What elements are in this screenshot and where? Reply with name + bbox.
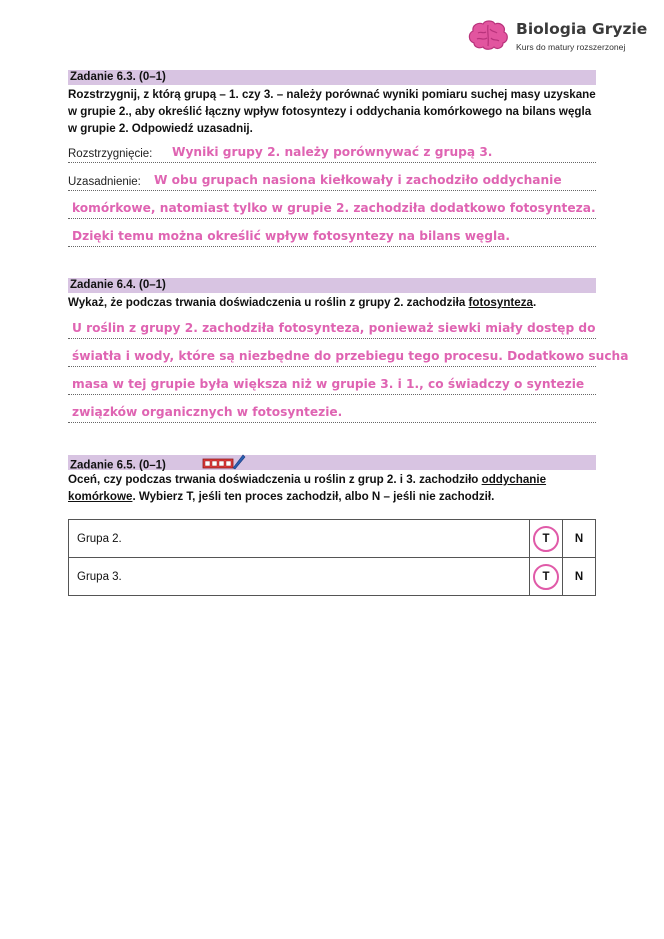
question-text: Wykaż, że podczas trwania doświadczenia u roślin z grupy 2. zachodziła <box>68 296 469 309</box>
question-text: Oceń, czy podczas trwania doświadczenia u roślin z grup 2. i 3. zachodziło <box>68 473 482 486</box>
table-row <box>69 558 596 596</box>
answer-line <box>68 344 629 367</box>
handwritten-answer: Dzięki temu można określić wpływ fotosyntezy na bilans węgla. <box>72 229 511 243</box>
selected-option-circle: T <box>533 564 559 590</box>
task-question <box>68 294 596 311</box>
answer-line <box>68 168 596 191</box>
option-true[interactable] <box>530 558 563 596</box>
answer-line <box>68 140 596 163</box>
true-false-table <box>68 519 596 596</box>
handwritten-answer: W obu grupach nasiona kiełkowały i zachodziło oddychanie <box>154 173 562 187</box>
task-6-3 <box>68 70 596 137</box>
option-true[interactable] <box>530 520 563 558</box>
handwritten-answer: światła i wody, które są niezbędne do przebiegu tego procesu. Dodatkowo sucha <box>72 349 629 363</box>
question-text: . Wybierz T, jeśli ten proces zachodził, albo N – jeśli nie zachodził. <box>132 490 495 503</box>
decision-label: Rozstrzygnięcie: <box>68 148 153 160</box>
brain-icon <box>466 19 510 53</box>
option-false[interactable]: N <box>563 520 596 558</box>
task-6-5 <box>68 455 596 505</box>
answer-line <box>68 316 596 339</box>
question-text: . <box>532 296 537 309</box>
handwritten-answer: masa w tej grupie była większa niż w grupie 3. i 1., co świadczy o syntezie <box>72 377 585 391</box>
question-keyword: oddychanie komórkowe <box>68 473 547 503</box>
pencil-checkbox-icon <box>202 454 246 475</box>
answer-line <box>68 224 596 247</box>
task-6-4-answer-area <box>68 316 629 428</box>
table-row <box>69 520 596 558</box>
handwritten-answer: komórkowe, natomiast tylko w grupie 2. zachodziła dodatkowo fotosynteza. <box>72 201 596 215</box>
task-header: Zadanie 6.3. (0–1) <box>68 70 596 85</box>
brand-title: Biologia Gryzie <box>516 20 648 38</box>
task-header-text: Zadanie 6.5. (0–1) <box>70 459 166 472</box>
brand-subtitle: Kurs do matury rozszerzonej <box>516 42 626 52</box>
task-header <box>68 455 596 470</box>
row-label: Grupa 3. <box>69 558 530 596</box>
question-keyword: fotosynteza <box>468 296 533 309</box>
option-false[interactable]: N <box>563 558 596 596</box>
selected-option-circle: T <box>533 526 559 552</box>
answer-line <box>68 372 596 395</box>
handwritten-answer: związków organicznych w fotosyntezie. <box>72 405 343 419</box>
brand-header <box>464 14 664 58</box>
handwritten-answer: U roślin z grupy 2. zachodziła fotosynteza, ponieważ siewki miały dostęp do <box>72 321 596 335</box>
task-header: Zadanie 6.4. (0–1) <box>68 278 596 293</box>
row-label: Grupa 2. <box>69 520 530 558</box>
handwritten-answer: Wyniki grupy 2. należy porównywać z grupą 3. <box>172 145 493 159</box>
task-question: Rozstrzygnij, z którą grupą – 1. czy 3. – należy porównać wyniki pomiaru suchej masy uzyskane w grupie 2., aby określić łączny wpływ fotosyntezy i oddychania komórkowego na bilans węgla w grupie 2. Odpowiedź uzasadnij. <box>68 88 596 135</box>
task-6-3-answer-area <box>68 140 596 252</box>
answer-line <box>68 196 596 219</box>
justification-label: Uzasadnienie: <box>68 176 141 188</box>
task-6-4 <box>68 278 596 311</box>
answer-line <box>68 400 596 423</box>
task-question <box>68 471 596 505</box>
